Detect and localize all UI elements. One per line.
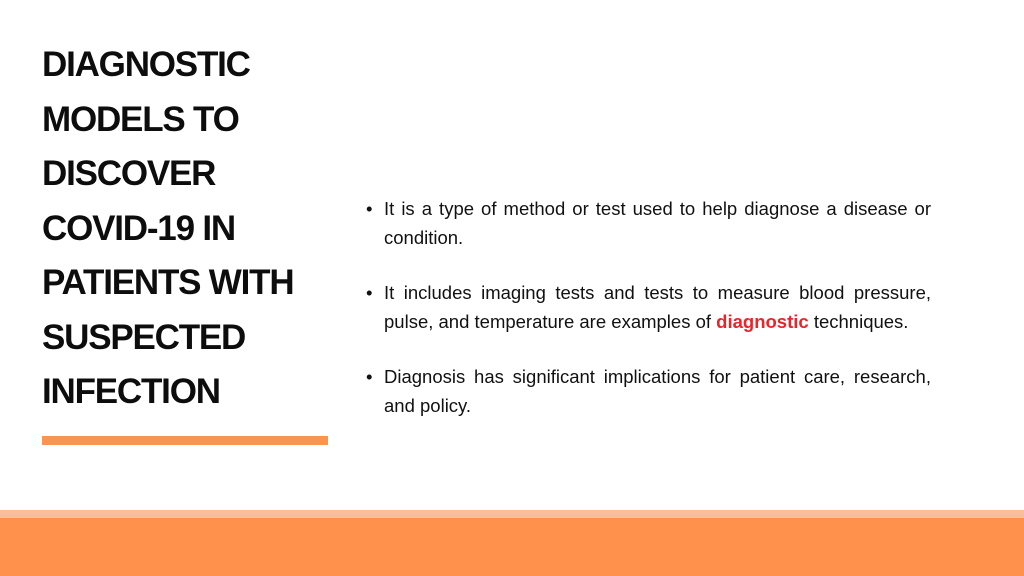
bullet-text: It is a type of method or test used to help diagnose a disease or condition. [384, 198, 931, 248]
bullet-item [366, 195, 931, 252]
title-line: COVID-19 IN [42, 208, 235, 248]
bullet-highlight-word: diagnostic [716, 310, 809, 332]
bullet-item [366, 279, 931, 336]
slide-title [42, 38, 342, 420]
footer-band-highlight [0, 510, 1024, 518]
title-line: MODELS TO [42, 99, 239, 139]
title-underline-bar [42, 436, 328, 445]
title-line: PATIENTS WITH [42, 263, 294, 302]
title-line: INFECTION [42, 372, 220, 411]
bullet-icon: • [366, 198, 373, 219]
bullet-icon: • [366, 282, 373, 303]
title-line: DISCOVER [42, 154, 216, 193]
title-line: SUSPECTED [42, 317, 246, 357]
bullet-list [366, 195, 931, 420]
title-line: DIAGNOSTIC [42, 45, 250, 84]
bullet-text: It includes imaging tests and tests to measure blood pressure, pulse, and temperature are examples of [384, 282, 931, 332]
bullet-text: techniques. [808, 310, 909, 332]
bullet-text: Diagnosis has significant implications for patient care, research, and policy. [384, 366, 931, 416]
footer-band [0, 518, 1024, 576]
bullet-icon: • [366, 366, 373, 387]
bullet-item [366, 363, 931, 420]
